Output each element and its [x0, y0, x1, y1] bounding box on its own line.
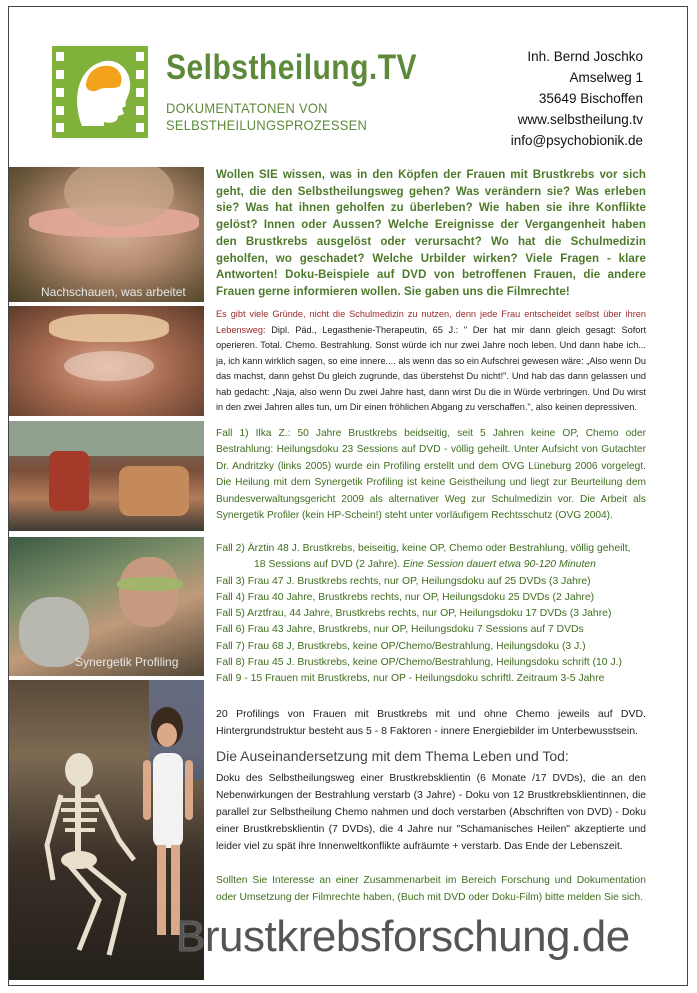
- email-link[interactable]: info@psychobionik.de: [510, 133, 643, 148]
- photo-seminar-group: [9, 421, 204, 531]
- case-item: Fall 7) Frau 68 J, Brustkrebs, keine OP/Chemo/Bestrahlung, Heilungsdoku (3 J.): [216, 640, 586, 652]
- photo-laughing-woman: [9, 306, 204, 416]
- owner-name: Inh. Bernd Joschko: [527, 49, 643, 64]
- selbstheilung-logo: [52, 46, 148, 138]
- blindfold-shape: [49, 314, 169, 342]
- case-list: [216, 541, 656, 688]
- blindfold-shape: [117, 577, 183, 591]
- contact-paragraph: Sollten Sie Interesse an einer Zusammenarbeit im Bereich Forschung und Dokumentation oder Umsetzung der Filmrechte haben, (Buch mit DVD oder Doku-Film) bitte melden Sie sich.: [216, 875, 646, 903]
- case-2-line2: 18 Sessions auf DVD (2 Jahre). Eine Session dauert etwa 90-120 Minuten: [254, 559, 596, 571]
- domain-banner[interactable]: Brustkrebsforschung.de: [176, 912, 630, 961]
- photo-synergetik-profiling: [9, 537, 204, 676]
- life-death-paragraph: Doku des Selbstheilungsweg einer Brustkrebsklientin (6 Monate /17 DVDs), die an den Nebenwirkungen der Bestrahlung verstarb (3 Jahre) - Doku von 12 Brustkrebsklientinnen, die parallel zur Selbstheilung Chemo nahmen und doch verstarben (Abschriften von DVD) - Doku einer Brustkrebsklientin (7 DVDs), die 4 Jahre nur "Schamanisches Heilen" akzeptierte und leider viel zu spät ihre Innenweltkonflikte aufräumte + verstarb. Das Ende der Lebenszeit.: [216, 773, 646, 852]
- case-item: Fall 4) Frau 40 Jahre, Brustkrebs rechts, nur OP, Heilungsdoku 25 DVDs (2 Jahre): [216, 591, 595, 603]
- case-item: Fall 3) Frau 47 J. Brustkrebs rechts, nur OP, Heilungsdoku auf 25 DVDs (3 Jahre): [216, 575, 591, 587]
- case-item: Fall 9 - 15 Frauen mit Brustkrebs, nur OP - Heilungsdoku schriftl. Zeitraum 3-5 Jahre: [216, 673, 605, 685]
- person-red-shirt: [49, 451, 89, 511]
- brand-tagline: DOKUMENTATONEN VON SELBSTHEILUNGSPROZESSEN: [166, 100, 368, 133]
- case-item: Fall 6) Frau 43 Jahre, Brustkrebs, nur OP, Heilungsdoku 7 Sessions auf 7 DVDs: [216, 624, 584, 636]
- city: 35649 Bischoffen: [538, 91, 643, 106]
- session-duration-note: Eine Session dauert etwa 90-120 Minuten: [403, 559, 596, 571]
- case-1-paragraph: Fall 1) Ilka Z.: 50 Jahre Brustkrebs beidseitig, seit 5 Jahren keine OP, Chemo oder Bestrahlung: Heilungsdoku 23 Sessions auf DVD - völlig geheilt. Unter Aufsicht von Gutachter Dr. Andritzky (links 2005) wurde ein Profiling erstellt und dem OVG Lüneburg 2006 vorgelegt. Die Heilung mit dem Synergetik Profiling ist keine Geistheilung und liegt zur Beurteilung dem Bundesverwaltungsgericht 2009 als alternativer Weg zur Schulmedizin vor. Die Arbeit als Synergetik Profiler (kein HP-Schein!) steht unter vorläufigem Rechtsschutz (OVG 2004).: [216, 428, 646, 522]
- intro-paragraph: Wollen SIE wissen, was in den Köpfen der Frauen mit Brustkrebs vor sich geht, die den Selbstheilungsweg gehen? Was verändern sie? Was erleben sie? Was hat ihnen geholfen zu überleben? Wie haben sie ihre Konflikte gelöst? Innen oder Aussen? Welche Ereignisse der Vergangenheit haben den Brustkrebs ausgelöst oder verursacht? Wo hat die Schulmedizin geholfen, wo geschadet? Welche Urbilder wirken? Viele Fragen - klare Antworten! Doku-Beispiele auf DVD von betroffenen Frauen, die andere Frauen gerne informieren wollen. Sie gaben uns die Filmrechte!: [216, 169, 646, 298]
- street: Amselweg 1: [569, 70, 643, 85]
- address-block: [511, 46, 643, 151]
- section-heading: Die Auseinandersetzung mit dem Thema Leben und Tod:: [216, 748, 569, 764]
- reasons-body: Dipl. Päd., Legasthenie-Therapeutin, 65 J.: " Der hat mir dann gleich gesagt: Sofort operieren. Total. Chemo. Bestrahlung. Sonst würde ich nur zwei Jahre noch leben. Und dann habe ich... ja, ich kann wirklich sagen, so eine innere.... als wenn das so ein Aufschrei gewesen wäre: „Also wenn Du das machst, dann gehst Du gleich zugrunde, das überstehst Du nicht!". Und hab das dann gelassen und hab gedacht: „Naja, also wenn Du zwei Jahre hast, dann wirst Du die in Würde verbringen. Und Du wirst in den zwei Jahren alles tun, um Dir einen fröhlichen Abgang zu verschaffen.", also keinen depressiven.: [216, 324, 646, 412]
- reasons-lead: Es gibt viele Gründe, nicht die Schulmedizin zu nutzen, denn jede Frau entscheidet selbst über ihren Lebensweg:: [216, 309, 646, 335]
- case-item: Fall 8) Frau 45 J. Brustkrebs, keine OP/Chemo/Bestrahlung, Heilungsdoku schrift (10 J.): [216, 657, 622, 669]
- brand-title: Selbstheilung.TV: [166, 48, 418, 87]
- windows-shape: [9, 421, 204, 456]
- case-item: Fall 5) Arztfrau, 44 Jahre, Brustkrebs rechts, nur OP, Heilungsdoku 17 DVDs (3 Jahre): [216, 608, 612, 620]
- website-link[interactable]: www.selbstheilung.tv: [517, 112, 643, 127]
- person-head: [119, 557, 179, 627]
- skeleton-figure: [39, 750, 149, 970]
- photo-caption-1: Nachschauen, was arbeitet: [41, 285, 186, 299]
- profilings-paragraph: 20 Profilings von Frauen mit Brustkrebs mit und ohne Chemo jeweils auf DVD. Hintergrundstruktur besteht aus 5 - 8 Faktoren - innere Energiebilder im Unterbewusstsein.: [216, 708, 646, 737]
- photo-caption-4: Synergetik Profiling: [75, 655, 179, 669]
- photo-blindfolded-woman: [9, 167, 204, 302]
- group-shape: [119, 466, 189, 516]
- reasons-paragraph: [216, 307, 646, 416]
- smile-shape: [64, 351, 154, 381]
- case-2-line1: Fall 2) Ärztin 48 J. Brustkrebs, beiseitig, keine OP, Chemo oder Bestrahlung, völlig geheilt,: [216, 543, 631, 554]
- photo-skeleton-and-woman: [9, 680, 204, 980]
